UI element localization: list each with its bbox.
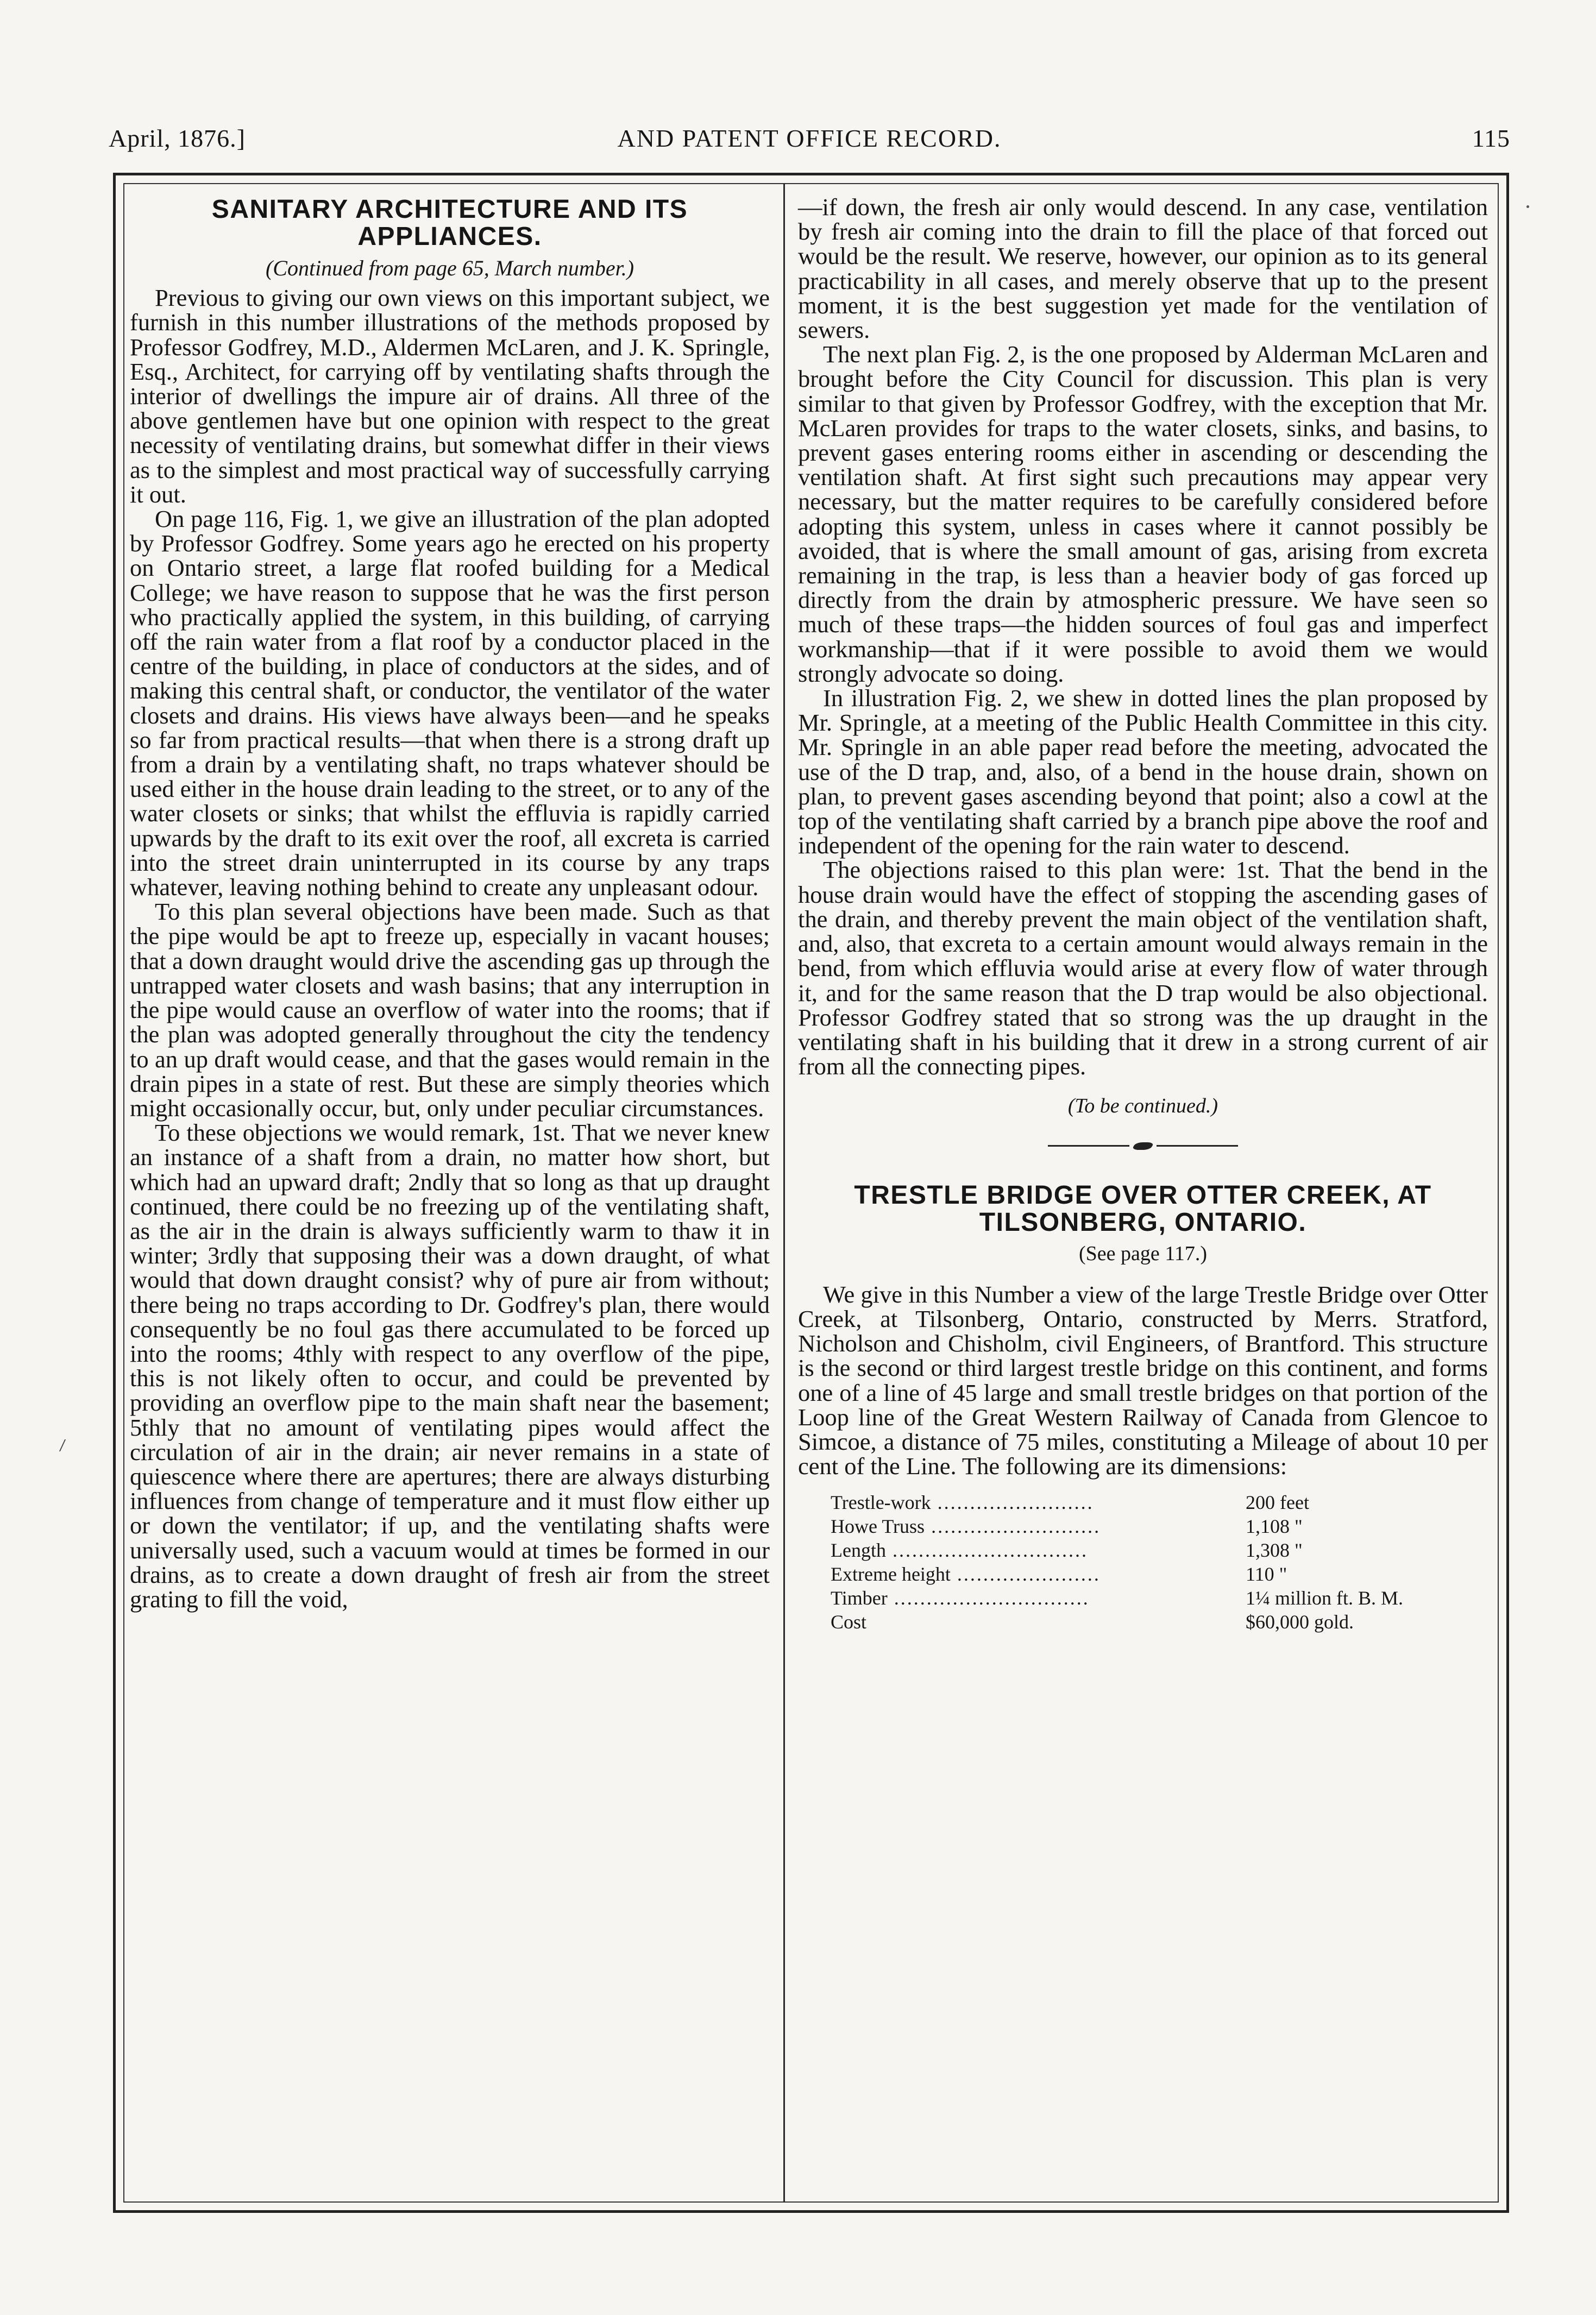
paragraph: The objections raised to this plan were: 1st. That the bend in the house drain would have the effect of stopping the ascending gases of the drain, and thereby prevent the main object of the ventilation shaft, and, also, that excreta to a certain amount would always remain in the bend, from which effluvia would arise at every flow of water through it, and for the same reason that the D trap would be also objectional. Professor Godfrey stated that so strong was the up draught in the ventilating shaft in his building that it drew in a strong current of air from all the connecting pipes. xyxy=(798,856,1488,1080)
paragraph: To these objections we would remark, 1st. That we never knew an instance of a shaft from a drain, no matter how short, but which had an upward draft; 2ndly that so long as that up draught continued, there could be no freezing up of the ventilating shaft, as the air in the drain is always sufficiently warm to thaw it in winter; 3rdly that supposing their was a down draught, of what would that down draught consist? why of pure air from without; there being no traps according to Dr. Godfrey's plan, there would consequently be no foul gas there accumulated to be forced up into the rooms; 4thly with respect to any overflow of the pipe, this is not likely often to occur, and could be prevented by providing an overflow pipe to the main shaft near the basement; 5thly that no amount of ventilating pipes would affect the circulation of air in the drain; air never remains in a state of quiescence where there are apertures; there are always disturbing influences from change of temperature and it must flow either up or down the ventilator; if up, and the ventilating shafts were universally used, such a vacuum would at times be formed in our drains, as to create a down draught of fresh air from the street grating to fill the void, xyxy=(130,1119,770,1613)
dimension-value: 200 feet xyxy=(1246,1492,1309,1514)
dimension-label: Howe Truss .......................... xyxy=(831,1515,1101,1538)
dimension-value: 1¼ million ft. B. M. xyxy=(1246,1587,1404,1609)
paragraph: The next plan Fig. 2, is the one proposed by Alderman McLaren and brought before the City Council for discussion. This plan is very similar to that given by Professor Godfrey, with the exception that Mr. McLaren provides for traps to the water closets, sinks, and basins, to prevent gases entering rooms either in ascending or descending the ventilation shaft. At first sight such precautions may appear very necessary, but the matter requires to be carefully considered before adopting this system, unless in cases where it cannot possibly be avoided, that is where the small amount of gas, arising from excreta remaining in the trap, is less than a heavier body of gas forced up directly from the drain by atmospheric pressure. We have seen so much of these traps—the hidden sources of foul gas and imperfect workmanship—that if it were possible to avoid them we would strongly advocate so doing. xyxy=(798,341,1488,687)
paragraph: In illustration Fig. 2, we shew in dotted lines the plan proposed by Mr. Springle, at a meeting of the Public Health Committee in this city. Mr. Springle in an able paper read before the meeting, advocated the use of the D trap, and, also, of a bend in the house drain, shown on plan, to prevent gases ascending beyond that point; also a cowl at the top of the ventilating shaft carried by a branch pipe above the roof and independent of the opening for the rain water to descend. xyxy=(798,684,1488,859)
leader-dots: .......................... xyxy=(925,1515,1101,1538)
dimension-value: 1,308 " xyxy=(1246,1539,1303,1562)
article-heading-sanitary: SANITARY ARCHITECTURE AND ITS APPLIANCES. xyxy=(211,195,688,251)
article-heading-trestle-bridge: TRESTLE BRIDGE OVER OTTER CREEK, AT TILSONBERG, ONTARIO. xyxy=(854,1180,1432,1237)
section-divider-ornament xyxy=(798,1140,1488,1153)
dimension-value: $60,000 gold. xyxy=(1246,1611,1354,1633)
dimension-row xyxy=(831,1586,1403,1610)
to-be-continued-note: (To be continued.) xyxy=(1067,1094,1218,1118)
paragraph: Previous to giving our own views on this important subject, we furnish in this number illustrations of the methods proposed by Professor Godfrey, M.D., Aldermen McLaren, and J. K. Springle, Esq., Architect, for carrying off by ventilating shafts through the interior of dwellings the impure air of drains. All three of the above gentlemen have but one opinion with respect to the great necessity of ventilating drains, but somewhat differ in their views as to the simplest and most practical way of successfully carrying it out. xyxy=(130,284,770,508)
leader-dots: .............................. xyxy=(887,1587,1090,1609)
dimension-row xyxy=(831,1562,1403,1586)
leader-dots: ...................... xyxy=(950,1563,1101,1586)
dimension-value: 1,108 " xyxy=(1246,1515,1303,1538)
dimension-row xyxy=(831,1610,1403,1634)
dimension-row xyxy=(831,1538,1403,1562)
page-frame xyxy=(113,173,1509,2213)
leader-dots: .............................. xyxy=(885,1539,1088,1562)
dimension-label: Length .............................. xyxy=(831,1539,1088,1562)
issue-date: April, 1876.] xyxy=(109,124,246,152)
dimension-label: Extreme height ...................... xyxy=(831,1563,1101,1586)
dimension-label: Timber .............................. xyxy=(831,1587,1090,1609)
paragraph: On page 116, Fig. 1, we give an illustration of the plan adopted by Professor Godfrey. Some years ago he erected on his property on Ontario street, a large flat roofed building for a Medical College; we have reason to suppose that he was the first person who practically applied the system, in this building, of carrying off the rain water from a flat roof by a conductor placed in the centre of the building, in place of conductors at the sides, and of making this central shaft, or conductor, the ventilator of the water closets and drains. His views have always been—and he speaks so far from practical results—that when there is a strong draft up from a drain by a ventilating shaft, no traps whatever should be used either in the house drain leading to the street, or to any of the water closets or sinks; that whilst the effluvia is rapidly carried upwards by the draft to its exit over the roof, all excreta is carried into the street drain uninterrupted in its course by any traps whatever, leaving nothing behind to create any unpleasant odour. xyxy=(130,505,770,901)
page-number: 115 xyxy=(1472,124,1510,152)
running-head xyxy=(109,124,1510,162)
right-column xyxy=(798,195,1488,2194)
margin-mark xyxy=(59,1439,69,1451)
leader-dots: ........................ xyxy=(931,1492,1094,1514)
dimension-label: Trestle-work ........................ xyxy=(831,1492,1094,1514)
paragraph: To this plan several objections have been made. Such as that the pipe would be apt to freeze up, especially in vacant houses; that a down draught would drive the ascending gas up through the untrapped water closets and wash basins; that any interruption in the pipe would cause an overflow of water into the rooms; that if the plan was adopted generally throughout the city the tendency to an up draft would cease, and that the gases would remain in the drain pipes in a state of rest. But these are simply theories which might occasionally occur, but, only under peculiar circumstances. xyxy=(130,898,770,1122)
margin-dot xyxy=(1526,205,1529,208)
left-column xyxy=(130,195,770,2194)
dimension-row xyxy=(831,1514,1403,1538)
continued-note: (Continued from page 65, March number.) xyxy=(265,256,634,280)
dimension-label: Cost xyxy=(831,1611,867,1633)
dimensions-table xyxy=(831,1490,1403,1634)
see-page-note: (See page 117.) xyxy=(1079,1242,1207,1265)
paragraph: —if down, the fresh air only would descend. In any case, ventilation by fresh air coming into the drain to fill the place of that forced out would be the result. We reserve, however, our opinion as to its general practicability in all cases, and merely observe that up to the present moment, it is the best suggestion yet made for the ventilation of sewers. xyxy=(798,193,1488,344)
journal-title: AND PATENT OFFICE RECORD. xyxy=(617,124,1002,152)
paragraph: We give in this Number a view of the large Trestle Bridge over Otter Creek, at Tilsonberg, Ontario, constructed by Merrs. Stratford, Nicholson and Chisholm, civil Engineers, of Brantford. This structure is the second or third largest trestle bridge on this continent, and forms one of a line of 45 large and small trestle bridges on that portion of the Loop line of the Great Western Railway of Canada from Glencoe to Simcoe, a distance of 75 miles, constituting a Mileage of about 10 per cent of the Line. The following are its dimensions: xyxy=(798,1280,1488,1480)
column-rule xyxy=(783,183,785,2203)
dimension-value: 110 " xyxy=(1246,1563,1287,1586)
dimension-row xyxy=(831,1490,1403,1514)
